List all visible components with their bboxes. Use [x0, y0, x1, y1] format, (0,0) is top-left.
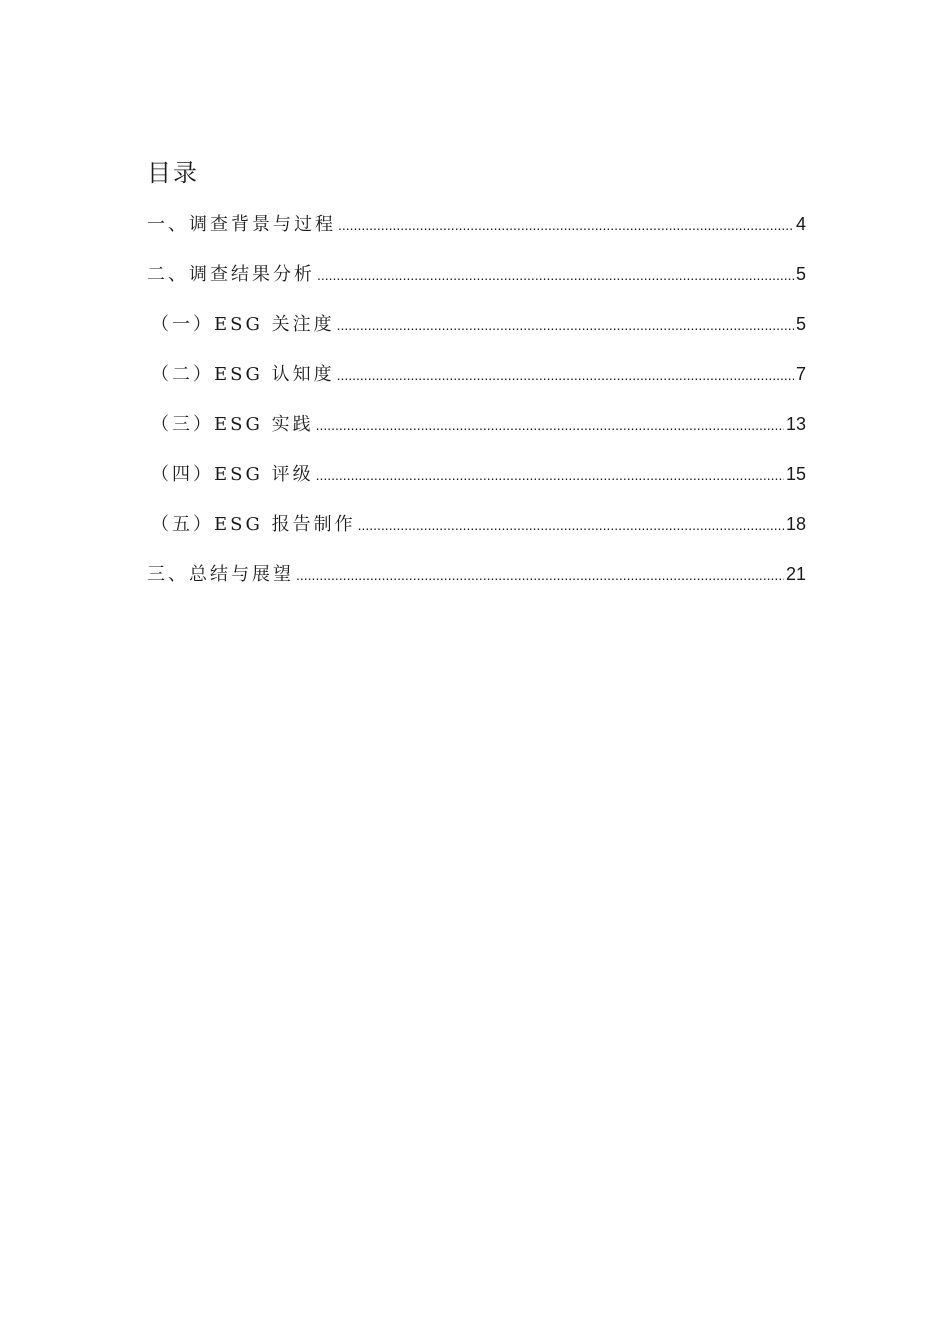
- toc-entry-label: （五）ESG 报告制作: [151, 514, 356, 535]
- toc-page-number: 18: [785, 514, 806, 534]
- toc-page-number: 15: [785, 464, 806, 484]
- toc-entry-reporting[interactable]: [147, 506, 806, 556]
- toc-dot-leader: [358, 507, 784, 543]
- toc-page-number: 4: [795, 214, 806, 234]
- toc-entry-label: （四）ESG 评级: [151, 464, 314, 485]
- toc-dot-leader: [317, 257, 794, 293]
- toc-entry-label: 二、调查结果分析: [147, 264, 315, 285]
- toc-page-number: 5: [795, 314, 806, 334]
- toc-dot-leader: [296, 557, 784, 593]
- toc-entry-label: （二）ESG 认知度: [151, 364, 335, 385]
- toc-entry-awareness[interactable]: [147, 356, 806, 406]
- toc-entry-summary[interactable]: [147, 556, 806, 606]
- toc-entry-label: （三）ESG 实践: [151, 414, 314, 435]
- toc-entry-rating[interactable]: [147, 456, 806, 506]
- toc-dot-leader: [337, 357, 794, 393]
- toc-page-number: 21: [785, 564, 806, 584]
- toc-dot-leader: [316, 457, 784, 493]
- toc-title: 目录: [147, 159, 199, 187]
- toc-entry-label: （一）ESG 关注度: [151, 314, 335, 335]
- toc-entry-practice[interactable]: [147, 406, 806, 456]
- toc-page-number: 13: [785, 414, 806, 434]
- toc-dot-leader: [316, 407, 784, 443]
- toc-entry-attention[interactable]: [147, 306, 806, 356]
- toc-page-number: 5: [795, 264, 806, 284]
- toc-dot-leader: [338, 207, 794, 243]
- table-of-contents: [147, 206, 806, 606]
- toc-page-number: 7: [795, 364, 806, 384]
- toc-entry-label: 一、调查背景与过程: [147, 214, 336, 235]
- toc-dot-leader: [337, 307, 794, 343]
- toc-entry-background[interactable]: [147, 206, 806, 256]
- toc-entry-label: 三、总结与展望: [147, 564, 294, 585]
- toc-entry-results[interactable]: [147, 256, 806, 306]
